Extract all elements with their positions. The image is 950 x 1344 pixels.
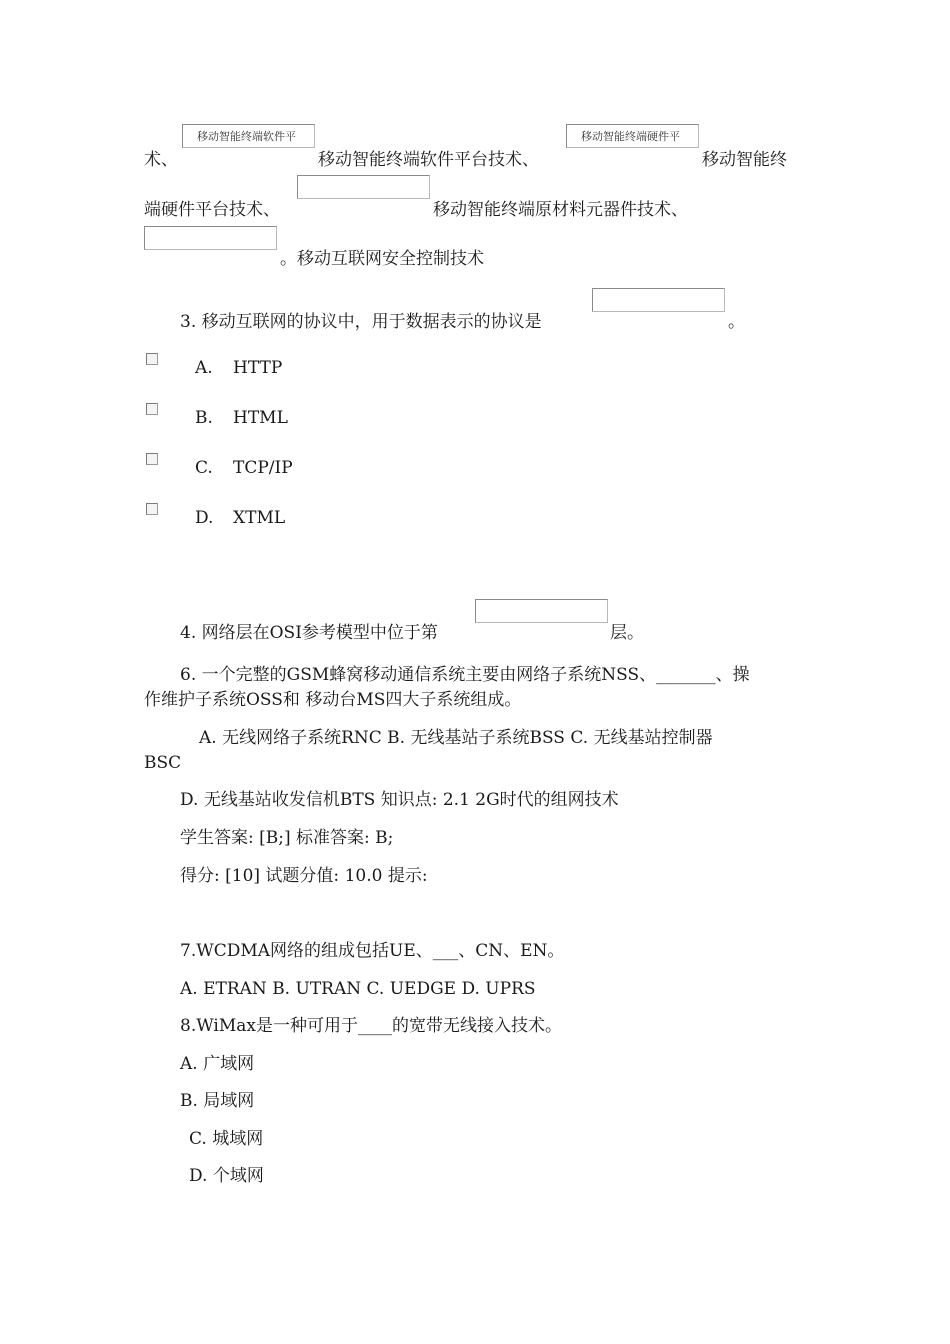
q2-line2-b: 移动智能终端原材料元器件技术、	[433, 200, 688, 220]
q3-option-b-checkbox[interactable]	[146, 403, 158, 415]
q3-end: 。	[728, 312, 745, 332]
q6-line2: 作维护子系统OSS和 移动台MS四大子系统组成。	[144, 690, 522, 710]
q3-answer-field[interactable]	[592, 288, 725, 312]
q3-option-c-text: TCP/IP	[233, 458, 293, 478]
q2-line1-a: 术、	[144, 150, 178, 170]
q6-options-line1: A. 无线网络子系统RNC B. 无线基站子系统BSS C. 无线基站控制器	[199, 728, 713, 748]
q6-line1: 6. 一个完整的GSM蜂窝移动通信系统主要由网络子系统NSS、_______、操	[180, 665, 750, 685]
q6-options-line1b: BSC	[144, 753, 182, 773]
answer-field-3[interactable]	[297, 175, 430, 199]
q8-option-c: C. 城域网	[189, 1129, 264, 1149]
q3-option-a-letter: A.	[195, 358, 213, 378]
q3-option-b-letter: B.	[195, 408, 213, 428]
q6-options-line2: D. 无线基站收发信机BTS 知识点: 2.1 2G时代的组网技术	[180, 790, 619, 810]
q4-end: 层。	[610, 623, 644, 643]
q2-line3: 。移动互联网安全控制技术	[280, 249, 484, 269]
q8-option-b: B. 局域网	[180, 1091, 255, 1111]
answer-field-1-value: 移动智能终端软件平	[197, 130, 296, 143]
q6-answer-line: 学生答案: [B;] 标准答案: B;	[180, 828, 394, 848]
q7-options: A. ETRAN B. UTRAN C. UEDGE D. UPRS	[180, 979, 536, 999]
q3-option-b-text: HTML	[233, 408, 288, 428]
q6-score-line: 得分: [10] 试题分值: 10.0 提示:	[180, 866, 428, 886]
q3-option-c-checkbox[interactable]	[146, 453, 158, 465]
q8-option-a: A. 广域网	[180, 1054, 255, 1074]
q3-option-d-letter: D.	[195, 508, 214, 528]
answer-field-4[interactable]	[144, 226, 277, 250]
q3-option-d-text: XTML	[233, 508, 286, 528]
q3-option-a-text: HTTP	[233, 358, 283, 378]
answer-field-2[interactable]	[566, 124, 699, 148]
answer-field-2-value: 移动智能终端硬件平	[581, 130, 680, 143]
q2-line2-a: 端硬件平台技术、	[144, 200, 280, 220]
q2-line1-c: 移动智能终	[702, 150, 787, 170]
q3-option-a-checkbox[interactable]	[146, 353, 158, 365]
q3-option-c-letter: C.	[195, 458, 213, 478]
q7-question: 7.WCDMA网络的组成包括UE、___、CN、EN。	[180, 941, 565, 961]
q4-question: 4. 网络层在OSI参考模型中位于第	[180, 623, 438, 643]
q3-option-d-checkbox[interactable]	[146, 503, 158, 515]
q8-question: 8.WiMax是一种可用于____的宽带无线接入技术。	[180, 1016, 562, 1036]
answer-field-1[interactable]	[182, 124, 315, 148]
q8-option-d: D. 个域网	[189, 1166, 264, 1186]
q3-question: 3. 移动互联网的协议中，用于数据表示的协议是	[180, 312, 542, 332]
q2-line1-b: 移动智能终端软件平台技术、	[318, 150, 539, 170]
q4-answer-field[interactable]	[475, 599, 608, 623]
